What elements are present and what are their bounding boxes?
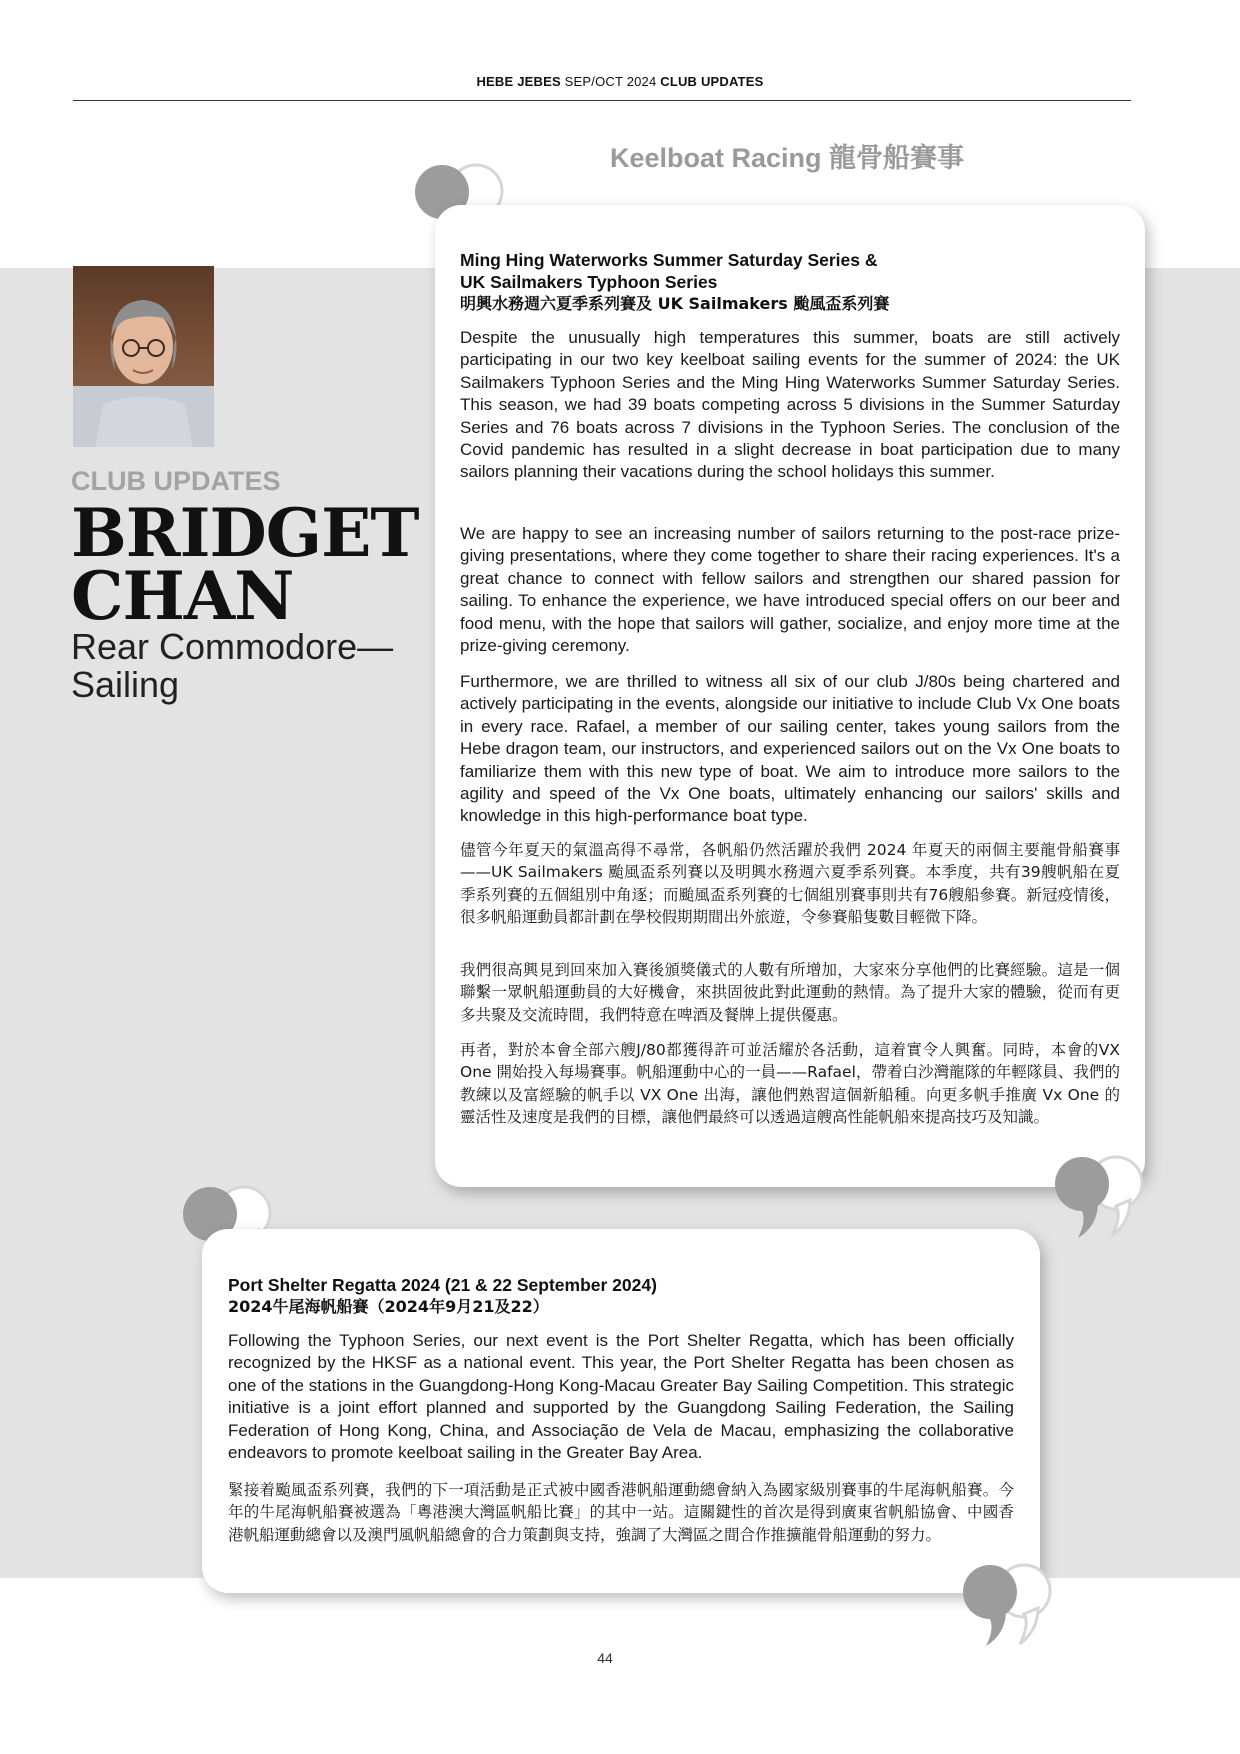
series-title-en-1: Ming Hing Waterworks Summer Saturday Series & xyxy=(460,250,878,270)
keelboat-series-card xyxy=(435,205,1145,1187)
series-title-zh: 明興水務週六夏季系列賽及 UK Sailmakers 颱風盃系列賽 xyxy=(460,294,890,313)
role-title: Rear Commodore—Sailing xyxy=(71,626,394,705)
series-paragraph-zh-3: 再者，對於本會全部六艘J/80都獲得許可並活耀於各活動，這着實令人興奮。同時，本會的VX One 開始投入每場賽事。帆船運動中心的一員——Rafael，帶着白沙灣龍隊的年輕隊員、我們的教練以及富經驗的帆手以 VX One 出海，讓他們熟習這個新船種。向更多帆手推廣 Vx One 的靈活性及速度是我們的目標，讓他們最終可以透過這艘高性能帆船來提高技巧及知識。 xyxy=(460,1041,1120,1127)
series-paragraph-zh-2: 我們很高興見到回來加入賽後頒獎儀式的人數有所增加，大家來分享他們的比賽經驗。這是一個聯繫一眾帆船運動員的大好機會，來拱固彼此對此運動的熱情。為了提升大家的體驗，從而有更多共聚及交流時間，我們特意在啤酒及餐牌上提供優惠。 xyxy=(460,961,1120,1024)
magazine-name: HEBE JEBES xyxy=(476,74,561,89)
last-name: CHAN xyxy=(71,557,294,635)
series-paragraph-2: We are happy to see an increasing number of sailors returning to the post-race prize-giving presentations, where they come together to share their racing experiences. It's a great chance to connect with fellow sailors and strengthen our shared passion for sailing. To enhance the experience, we have introduced special offers on our beer and food menu, with the hope that sailors will gather, socialize, and enjoy more time at the prize-giving ceremony. xyxy=(460,524,1120,656)
portrait-photo xyxy=(73,266,214,447)
section-title: Keelboat Racing 龍骨船賽事 xyxy=(610,143,965,173)
club-updates-label: CLUB UPDATES xyxy=(71,466,281,496)
port-shelter-regatta-card xyxy=(202,1229,1040,1593)
regatta-title-zh: 2024牛尾海帆船賽（2024年9月21及22） xyxy=(228,1297,549,1316)
page-number: 44 xyxy=(597,1650,613,1666)
quote-mark-icon xyxy=(1050,1150,1160,1240)
running-header xyxy=(0,74,1240,89)
series-paragraph-1: Despite the unusually high temperatures this summer, boats are still actively participating in our two key keelboat sailing events for the summer of 2024: the UK Sailmakers Typhoon Series and the Ming Hing Waterworks Summer Saturday Series. This season, we had 39 boats competing across 5 divisions in the Summer Saturday Series and 76 boats across 7 divisions in the Typhoon Series. The conclusion of the Covid pandemic has resulted in a slight decrease in boat participation due to many sailors planning their vacations during the school holidays this summer. xyxy=(460,328,1120,482)
regatta-paragraph-zh-1: 緊接着颱風盃系列賽，我們的下一項活動是正式被中國香港帆船運動總會納入為國家級別賽事的牛尾海帆船賽。今年的牛尾海帆船賽被選為「粵港澳大灣區帆船比賽」的其中一站。這關鍵性的首次是得到廣東省帆船協會、中國香港帆船運動總會以及澳門風帆船總會的合力策劃與支持，強調了大灣區之間合作推擴龍骨船運動的努力。 xyxy=(228,1481,1014,1544)
issue-date: SEP/OCT 2024 xyxy=(564,74,657,89)
header-section: CLUB UPDATES xyxy=(660,74,764,89)
series-paragraph-3: Furthermore, we are thrilled to witness all six of our club J/80s being chartered and actively participating in the events, alongside our initiative to include Club Vx One boats in every race. Rafael, a member of our sailing center, takes young sailors from the Hebe dragon team, our instructors, and experienced sailors out on the Vx One boats to familiarize them with this new type of boat. We aim to introduce more sailors to the agility and speed of the Vx One boats, ultimately enhancing our sailors' skills and knowledge in this high-performance boat type. xyxy=(460,672,1120,826)
first-name: BRIDGET xyxy=(71,494,419,572)
series-paragraph-zh-1: 儘管今年夏天的氣溫高得不尋常，各帆船仍然活躍於我們 2024 年夏天的兩個主要龍骨船賽事——UK Sailmakers 颱風盃系列賽以及明興水務週六夏季系列賽。本季度，共有39艘帆船在夏季系列賽的五個組別中角逐；而颱風盃系列賽的七個組別賽事則共有76艘船參賽。新冠疫情後，很多帆船運動員都計劃在學校假期期間出外旅遊，令參賽船隻數目輕微下降。 xyxy=(460,841,1120,927)
header-divider xyxy=(73,100,1131,101)
regatta-title-en: Port Shelter Regatta 2024 (21 & 22 September 2024) xyxy=(228,1275,657,1295)
quote-mark-icon xyxy=(958,1558,1068,1648)
regatta-paragraph-1: Following the Typhoon Series, our next event is the Port Shelter Regatta, which has been officially recognized by the HKSF as a national event. This year, the Port Shelter Regatta has been chosen as one of the stations in the Guangdong-Hong Kong-Macau Greater Bay Sailing Competition. This strategic initiative is a joint effort planned and supported by the Guangdong Sailing Federation, the Sailing Federation of Hong Kong, China, and Associação de Vela de Macau, emphasizing the collaborative endeavors to promote keelboat sailing in the Greater Bay Area. xyxy=(228,1331,1014,1463)
series-title-en-2: UK Sailmakers Typhoon Series xyxy=(460,272,718,292)
